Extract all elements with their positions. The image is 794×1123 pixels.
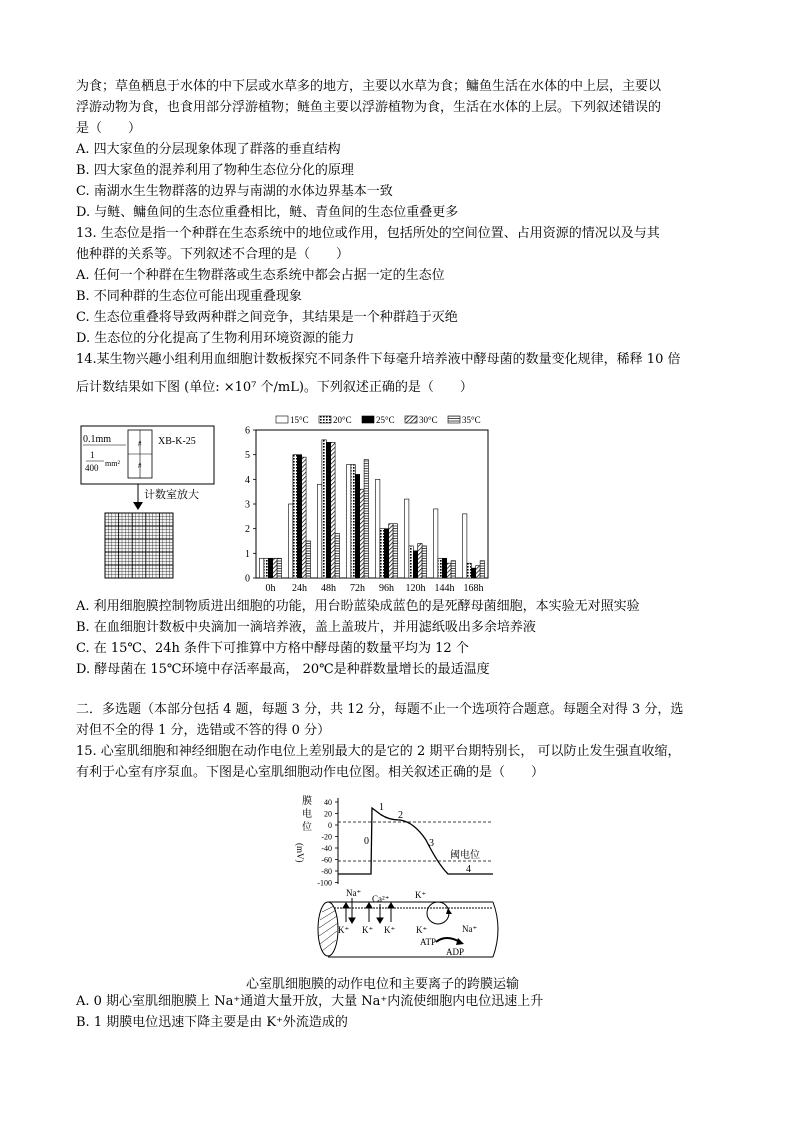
bar-168h-series-1 bbox=[467, 563, 471, 578]
bar-120h-series-0 bbox=[405, 499, 409, 578]
q13-option-a: A. 任何一个种群在生物群落或生态系统中都会占据一定的生态位 bbox=[76, 268, 445, 283]
ion-na-bottom: Na⁺ bbox=[462, 924, 478, 934]
legend-swatch bbox=[276, 416, 288, 423]
q14-option-d: D. 酵母菌在 15℃环境中存活率最高， 20℃是种群数量增长的最适温度 bbox=[76, 662, 490, 677]
bar-96h-series-2 bbox=[384, 529, 388, 578]
ion-na-top: Na⁺ bbox=[346, 888, 362, 898]
atp-label: ATP bbox=[420, 937, 437, 947]
q14-option-b: B. 在血细胞计数板中央滴加一滴培养液，盖上盖玻片，并用滤纸吸出多余培养液 bbox=[76, 620, 536, 635]
y-tick-label: 1 bbox=[245, 548, 250, 560]
bar-48h-series-3 bbox=[331, 442, 335, 578]
bar-144h-series-4 bbox=[451, 561, 455, 578]
section2-heading-line-1: 二．多选题（本部分包括 4 题，每题 3 分，共 12 分，每题不止一个选项符合题意。每题全对得 3 分，选 bbox=[76, 702, 684, 717]
ap-phase-1: 1 bbox=[379, 802, 384, 813]
legend-label: 20°C bbox=[333, 415, 352, 425]
ap-ytick-label: -40 bbox=[321, 844, 332, 853]
y-tick-label: 3 bbox=[245, 499, 250, 511]
counter-dim-1: 0.1mm bbox=[83, 434, 112, 445]
bar-24h-series-2 bbox=[297, 455, 301, 578]
legend-label: 15°C bbox=[290, 415, 309, 425]
ion-k-bottom-2: K⁺ bbox=[362, 925, 374, 935]
counter-dim-2-den: 400 bbox=[85, 463, 99, 473]
ap-threshold-label: 阈电位 bbox=[450, 850, 480, 861]
q15-stem-line-2: 有利于心室有序泵血。下图是心室肌细胞动作电位图。相关叙述正确的是（ ） bbox=[76, 765, 545, 780]
bar-0h-series-3 bbox=[273, 558, 277, 578]
y-tick-label: 5 bbox=[245, 450, 250, 462]
q13-option-c: C. 生态位重叠将导致两种群之间竞争，其结果是一个种群趋于灭绝 bbox=[76, 310, 458, 325]
ion-ca-top: Ca²⁺ bbox=[372, 894, 390, 904]
bar-120h-series-3 bbox=[418, 543, 422, 578]
x-tick-label: 144h bbox=[434, 583, 455, 594]
section2-heading-line-2: 对但不全的得 1 分，选错或不答的得 0 分） bbox=[76, 723, 331, 738]
y-tick-label: 4 bbox=[245, 474, 250, 486]
q14-option-c: C. 在 15℃、24h 条件下可推算中方格中酵母菌的数量平均为 12 个 bbox=[76, 641, 469, 656]
q13-stem-line-2: 他种群的关系等。下列叙述不合理的是（ ） bbox=[76, 247, 350, 262]
adp-label: ADP bbox=[446, 947, 465, 957]
bar-48h-series-0 bbox=[318, 484, 322, 578]
ap-phase-4: 4 bbox=[466, 864, 471, 875]
bar-48h-series-4 bbox=[335, 534, 339, 578]
counter-dim-2-unit: mm² bbox=[105, 459, 120, 468]
ap-ytick-label: -20 bbox=[321, 832, 332, 842]
q12-option-b: B. 四大家鱼的混养利用了物种生态位分化的原理 bbox=[76, 163, 354, 178]
bar-24h-series-3 bbox=[302, 457, 306, 578]
ap-ylabel-3: 位 bbox=[302, 822, 312, 833]
y-tick-label: 6 bbox=[245, 425, 250, 437]
bar-72h-series-1 bbox=[351, 465, 355, 578]
x-tick-label: 72h bbox=[350, 583, 365, 594]
legend-swatch bbox=[319, 416, 331, 423]
x-tick-label: 24h bbox=[292, 583, 307, 594]
bar-96h-series-1 bbox=[380, 529, 384, 578]
q15-option-a: A. 0 期心室肌细胞膜上 Na⁺通道大量开放，大量 Na⁺内流使细胞内电位迅速上升 bbox=[76, 994, 544, 1009]
yeast-count-bar-chart bbox=[236, 410, 516, 595]
ap-ytick-label: -100 bbox=[317, 878, 332, 888]
bar-24h-series-0 bbox=[289, 504, 293, 578]
bar-72h-series-3 bbox=[360, 489, 364, 578]
bar-72h-series-2 bbox=[355, 474, 359, 578]
q12-stem-line-2: 浮游动物为食，也食用部分浮游植物；鲢鱼主要以浮游植物为食，生活在水体的上层。下列叙述错误的 bbox=[76, 100, 662, 115]
ap-ytick-label: 40 bbox=[324, 798, 332, 807]
bar-168h-series-4 bbox=[480, 561, 484, 578]
legend-label: 30°C bbox=[419, 415, 438, 425]
y-tick-label: 2 bbox=[245, 524, 250, 536]
bar-72h-series-0 bbox=[347, 465, 351, 578]
ap-ytick-label: -80 bbox=[321, 867, 332, 876]
ap-ylabel-1: 膜 bbox=[302, 796, 312, 807]
ap-phase-0: 0 bbox=[364, 836, 369, 847]
q14-stem-line-2: 后计数结果如下图 (单位: ×10⁷ 个/mL)。下列叙述正确的是（ ） bbox=[76, 380, 473, 395]
bar-0h-series-2 bbox=[268, 558, 272, 578]
q12-option-c: C. 南湖水生生物群落的边界与南湖的水体边界基本一致 bbox=[76, 184, 393, 199]
q12-option-d: D. 与鲢、鳙鱼间的生态位重叠相比，鲢、青鱼间的生态位重叠更多 bbox=[76, 205, 459, 220]
bar-72h-series-4 bbox=[364, 460, 368, 578]
x-tick-label: 48h bbox=[321, 583, 336, 594]
ap-ytick-label: -60 bbox=[321, 855, 332, 865]
legend-label: 25°C bbox=[376, 415, 395, 425]
q14-option-a: A. 利用细胞膜控制物质进出细胞的功能，用台盼蓝染成蓝色的是死酵母菌细胞，本实验无对照实验 bbox=[76, 599, 640, 614]
svg-text:#: # bbox=[138, 440, 142, 448]
ap-phase-2: 2 bbox=[398, 810, 403, 821]
bar-168h-series-2 bbox=[471, 568, 475, 578]
q13-stem-line-1: 13. 生态位是指一个种群在生态系统中的地位或作用，包括所处的空间位置、占用资源的情况以及与其 bbox=[76, 226, 660, 241]
q14-stem-line-1: 14.某生物兴趣小组利用血细胞计数板探究不同条件下每毫升培养液中酵母菌的数量变化规律，稀释 10 倍 bbox=[76, 352, 681, 367]
x-tick-label: 0h bbox=[265, 583, 276, 594]
bar-48h-series-2 bbox=[326, 442, 330, 578]
legend-label: 35°C bbox=[462, 415, 481, 425]
q15-stem-line-1: 15. 心室肌细胞和神经细胞在动作电位上差别最大的是它的 2 期平台期特别长， 可以防止发生强直收缩， bbox=[76, 744, 681, 759]
x-tick-label: 120h bbox=[405, 583, 426, 594]
bar-120h-series-4 bbox=[422, 546, 426, 578]
svg-text:#: # bbox=[138, 462, 142, 470]
y-tick-label: 0 bbox=[245, 573, 250, 585]
counter-dim-2-num: 1 bbox=[90, 450, 95, 460]
bar-0h-series-1 bbox=[264, 558, 268, 578]
q13-option-d: D. 生态位的分化提高了生物利用环境资源的能力 bbox=[76, 331, 355, 346]
ion-k-bottom-4: K⁺ bbox=[416, 925, 428, 935]
bar-48h-series-1 bbox=[322, 440, 326, 578]
legend-swatch bbox=[405, 416, 417, 423]
bar-144h-series-0 bbox=[434, 509, 438, 578]
bar-24h-series-1 bbox=[293, 455, 297, 578]
q13-option-b: B. 不同种群的生态位可能出现重叠现象 bbox=[76, 289, 302, 304]
bar-168h-series-0 bbox=[463, 514, 467, 578]
q12-stem-line-1: 为食；草鱼栖息于水体的中下层或水草多的地方，主要以水草为食；鳙鱼生活在水体的中上层，主要以 bbox=[76, 79, 662, 94]
bar-168h-series-3 bbox=[476, 566, 480, 578]
ap-ylabel-4: (mV) bbox=[295, 843, 305, 863]
counter-model-label: XB-K-25 bbox=[158, 436, 196, 447]
ap-ytick-label: 0 bbox=[328, 821, 332, 830]
bar-120h-series-1 bbox=[409, 546, 413, 578]
legend-swatch bbox=[362, 416, 374, 423]
ap-phase-3: 3 bbox=[429, 838, 434, 849]
bar-96h-series-4 bbox=[393, 524, 397, 578]
q15-option-b: B. 1 期膜电位迅速下降主要是由 K⁺外流造成的 bbox=[76, 1015, 348, 1030]
q12-stem-line-3: 是（ ） bbox=[76, 121, 142, 136]
action-potential-figure bbox=[288, 792, 518, 967]
bar-120h-series-2 bbox=[413, 551, 417, 578]
ap-ylabel-2: 电 bbox=[302, 809, 312, 820]
x-tick-label: 168h bbox=[463, 583, 484, 594]
bar-0h-series-4 bbox=[277, 558, 281, 578]
bar-144h-series-3 bbox=[447, 563, 451, 578]
ion-k-bottom-1: K⁺ bbox=[338, 925, 350, 935]
bar-0h-series-0 bbox=[260, 558, 264, 578]
bar-24h-series-4 bbox=[306, 541, 310, 578]
bar-96h-series-3 bbox=[389, 524, 393, 578]
ion-k-bottom-3: K⁺ bbox=[384, 925, 396, 935]
hemocytometer-figure bbox=[80, 418, 220, 588]
ap-ytick-label: 20 bbox=[324, 809, 332, 819]
bar-144h-series-2 bbox=[442, 558, 446, 578]
ion-k-top: K⁺ bbox=[415, 890, 427, 900]
legend-swatch bbox=[448, 416, 460, 423]
x-tick-label: 96h bbox=[379, 583, 394, 594]
bar-144h-series-1 bbox=[438, 558, 442, 578]
q12-option-a: A. 四大家鱼的分层现象体现了群落的垂直结构 bbox=[76, 142, 341, 157]
bar-96h-series-0 bbox=[376, 479, 380, 578]
counter-enlarge-label: 计数室放大 bbox=[144, 489, 199, 501]
ap-figure-caption: 心室肌细胞膜的动作电位和主要离子的跨膜运输 bbox=[246, 977, 520, 992]
